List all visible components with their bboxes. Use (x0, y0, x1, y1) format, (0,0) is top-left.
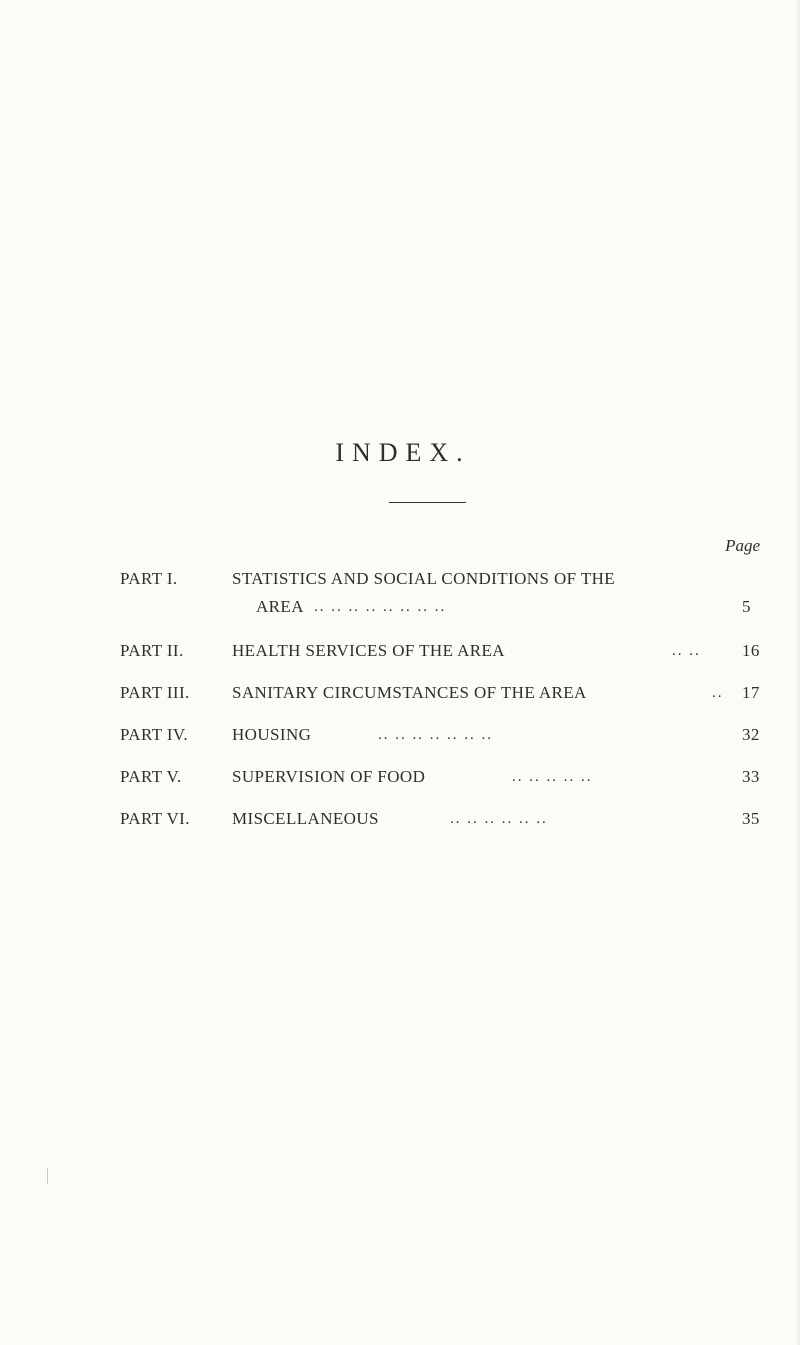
page-number: 32 (742, 725, 760, 744)
part-number: PART VI. (120, 809, 190, 828)
dot-leader: .. (712, 685, 724, 701)
entry-title: SANITARY CIRCUMSTANCES OF THE AREA (232, 683, 587, 702)
part-number: PART I. (120, 569, 178, 588)
index-entry (0, 678, 800, 708)
page-number: 33 (742, 767, 760, 786)
part-number: PART II. (120, 641, 184, 660)
index-entry (0, 762, 800, 792)
index-entry (0, 804, 800, 834)
index-entry (0, 720, 800, 750)
page-number: 5 (742, 597, 751, 616)
entry-title: HOUSING (232, 725, 312, 744)
page-number: 35 (742, 809, 760, 828)
index-title: INDEX. (335, 438, 471, 467)
part-number: PART III. (120, 683, 190, 702)
part-number: PART V. (120, 767, 182, 786)
page-number: 17 (742, 683, 760, 702)
dot-leader: .. .. .. .. .. .. (450, 811, 548, 827)
page-column-heading: Page (725, 536, 760, 555)
dot-leader: .. .. .. .. .. .. .. .. (314, 599, 447, 615)
entry-title: HEALTH SERVICES OF THE AREA (232, 641, 505, 660)
title-divider (389, 502, 466, 503)
page-number: 16 (742, 641, 760, 660)
index-entry (0, 636, 800, 666)
dot-leader: .. .. .. .. .. (512, 769, 593, 785)
part-number: PART IV. (120, 725, 189, 744)
scan-artifact (47, 1168, 48, 1184)
dot-leader: .. .. .. .. .. .. .. (378, 727, 493, 743)
entry-title-continued: AREA (256, 597, 304, 616)
entry-title: MISCELLANEOUS (232, 809, 379, 828)
page-edge-shadow (796, 0, 800, 1345)
dot-leader: .. .. (672, 643, 701, 659)
entry-title: SUPERVISION OF FOOD (232, 767, 426, 786)
entry-title: STATISTICS AND SOCIAL CONDITIONS OF THE (232, 569, 616, 588)
index-entry (0, 564, 800, 616)
